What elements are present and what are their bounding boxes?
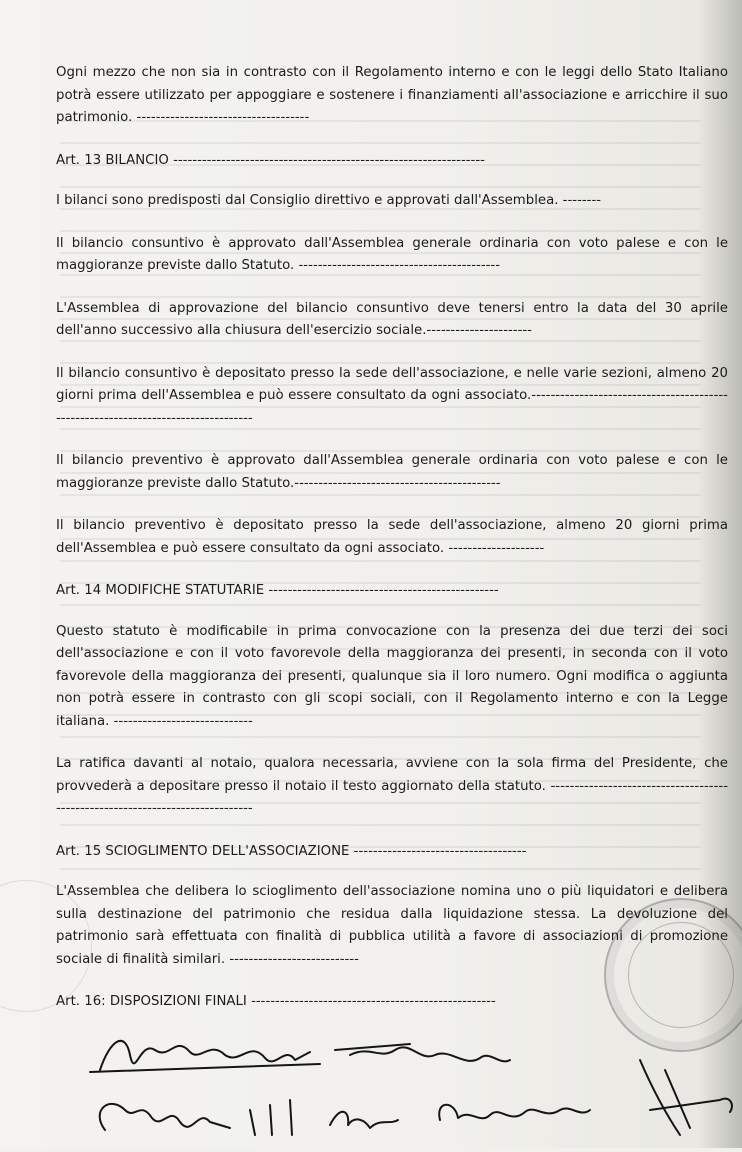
paragraph-scioglimento: L'Assemblea che delibera lo scioglimento dell'associazione nomina uno o più liquidatori e delibera sulla destinazione del patrimonio che residua dalla liquidazione stessa. La devoluzione del patrimonio sarà effettuata con finalità di pubblica utilità a favore di associazioni di promozione sociale di finalità similari. --------------------------- xyxy=(56,884,728,967)
paragraph-statuto-modificabile: Questo statuto è modificabile in prima convocazione con la presenza dei due terzi dei soci dell'associazione e con il voto favorevole della maggioranza dei presenti, in seconda con il voto favorevole della maggioranza dei presenti, qualunque sia il loro numero. Ogni modifica o aggiunta non potrà essere in contrasto con gli scopi sociali, con il Regolamento interno e con la Legge italiana. ----------------------------- xyxy=(56,623,728,729)
paragraph-consuntivo-depositato: Il bilancio consuntivo è depositato presso la sede dell'associazione, e nelle varie sezioni, almeno 20 giorni prima dell'Assemblea e può essere consultato da ogni associato.---------------------------------------------------------------------------------- xyxy=(56,365,728,426)
heading-art-14: Art. 14 MODIFICHE STATUTARIE ------------------------------------------------ xyxy=(56,583,499,598)
signatures-drawing xyxy=(80,1000,740,1148)
heading-art-16: Art. 16: DISPOSIZIONI FINALI --------------------------------------------------- xyxy=(56,994,496,1009)
paragraph-assemblea-approvazione: L'Assemblea di approvazione del bilancio consuntivo deve tenersi entro la data del 30 aprile dell'anno successivo alla chiusura dell'esercizio sociale.---------------------- xyxy=(56,300,728,338)
heading-art-15: Art. 15 SCIOGLIMENTO DELL'ASSOCIAZIONE ------------------------------------ xyxy=(56,843,527,859)
paragraph-patrimonio: Ogni mezzo che non sia in contrasto con il Regolamento interno e con le leggi dello Stato Italiano potrà essere utilizzato per appoggiare e sostenere i finanziamenti all'associazione e arricchire il suo patrimonio. ------------------------------------ xyxy=(56,65,728,125)
paragraph-preventivo-approvato: Il bilancio preventivo è approvato dall'Assemblea generale ordinaria con voto palese e con le maggioranze previste dallo Statuto.------------------------------------------- xyxy=(56,453,728,491)
paragraph-consuntivo-approvato: Il bilancio consuntivo è approvato dall'Assemblea generale ordinaria con voto palese e con le maggioranze previste dallo Statuto. ------------------------------------------ xyxy=(56,235,728,273)
heading-art-13: Art. 13 BILANCIO ----------------------------------------------------------------- xyxy=(56,152,485,168)
statute-text xyxy=(56,62,728,1032)
handwritten-signatures xyxy=(80,1000,740,1148)
paragraph-bilanci: I bilanci sono predisposti dal Consiglio direttivo e approvati dall'Assemblea. -------- xyxy=(56,193,602,208)
paragraph-ratifica: La ratifica davanti al notaio, qualora necessaria, avviene con la sola firma del Presidente, che provvederà a depositare presso il notaio il testo aggiornato della statuto. ------------------------------------------------------------------------------ xyxy=(56,756,728,816)
paragraph-preventivo-depositato: Il bilancio preventivo è depositato presso la sede dell'associazione, almeno 20 giorni prima dell'Assemblea e può essere consultato da ogni associato. -------------------- xyxy=(56,518,728,556)
